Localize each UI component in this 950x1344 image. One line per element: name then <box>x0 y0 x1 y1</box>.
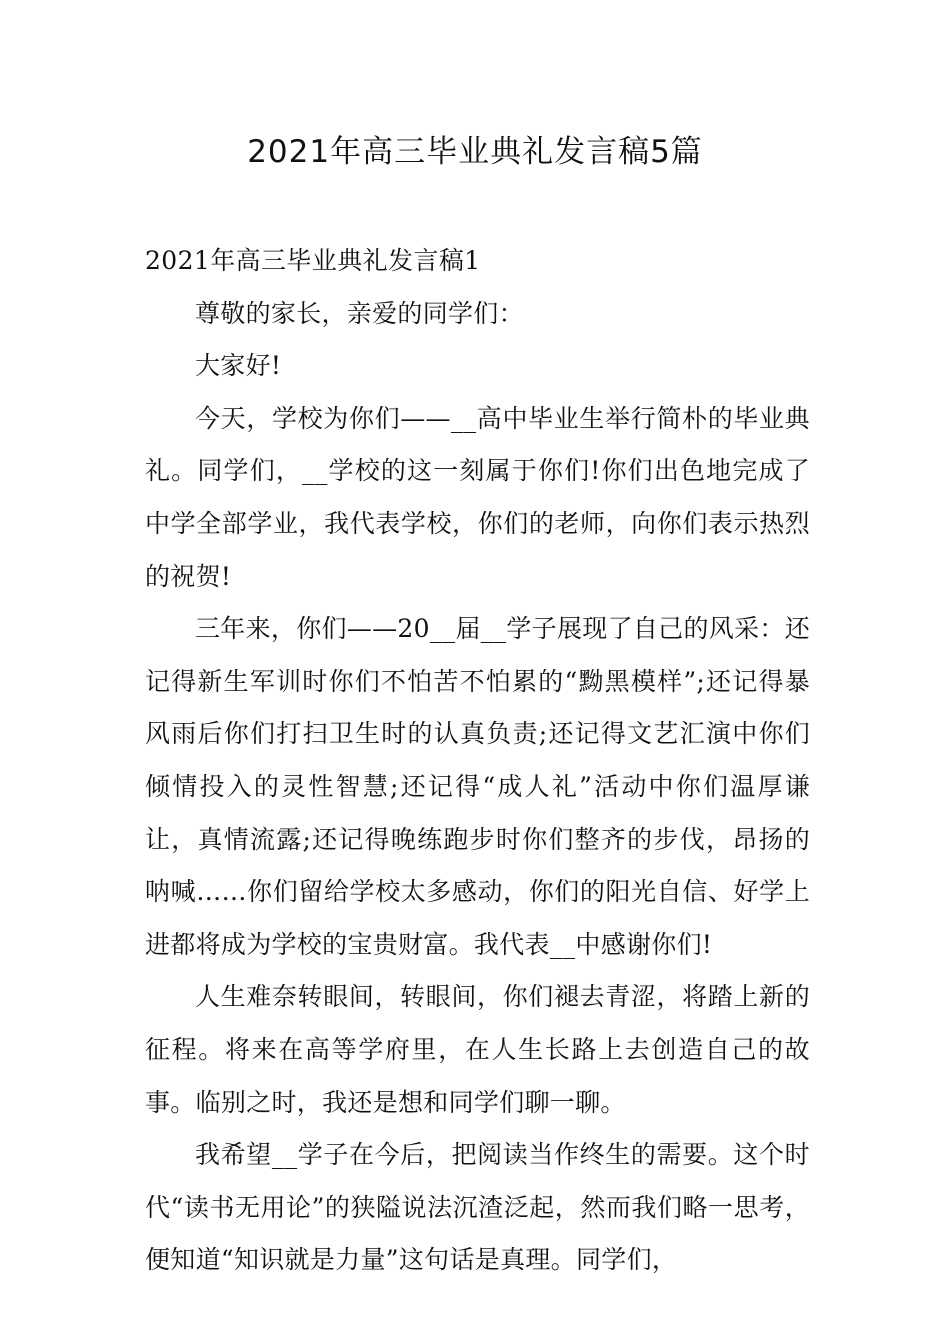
paragraph-reading: 我希望__学子在今后，把阅读当作终生的需要。这个时代“读书无用论”的狭隘说法沉渣泛起，然而我们略一思考，便知道“知识就是力量”这句话是真理。同学们， <box>145 1140 810 1275</box>
paragraph-memories: 三年来，你们——20__届__学子展现了自己的风采：还记得新生军训时你们不怕苦不怕累的“黝黑模样”;还记得暴风雨后你们打扫卫生时的认真负责;还记得文艺汇演中你们倾情投入的灵性智慧;还记得“成人礼”活动中你们温厚谦让，真情流露;还记得晚练跑步时你们整齐的步伐，昂扬的呐喊……你们留给学校太多感动，你们的阳光自信、好学上进都将成为学校的宝贵财富。我代表__中感谢你们! <box>145 614 810 959</box>
document-title: 2021年高三毕业典礼发言稿5篇 <box>247 134 703 170</box>
paragraph-new-journey: 人生难奈转眼间，转眼间，你们褪去青涩，将踏上新的征程。将来在高等学府里，在人生长路上去创造自己的故事。临别之时，我还是想和同学们聊一聊。 <box>145 982 810 1117</box>
paragraph-greeting: 尊敬的家长，亲爱的同学们： <box>195 298 524 328</box>
document-body <box>145 235 810 1287</box>
paragraph-ceremony: 今天，学校为你们——__高中毕业生举行简朴的毕业典礼。同学们，__学校的这一刻属于你们!你们出色地完成了中学全部学业，我代表学校，你们的老师，向你们表示热烈的祝贺! <box>145 403 810 591</box>
section-heading: 2021年高三毕业典礼发言稿1 <box>145 246 481 275</box>
paragraph-hello: 大家好! <box>195 351 282 381</box>
